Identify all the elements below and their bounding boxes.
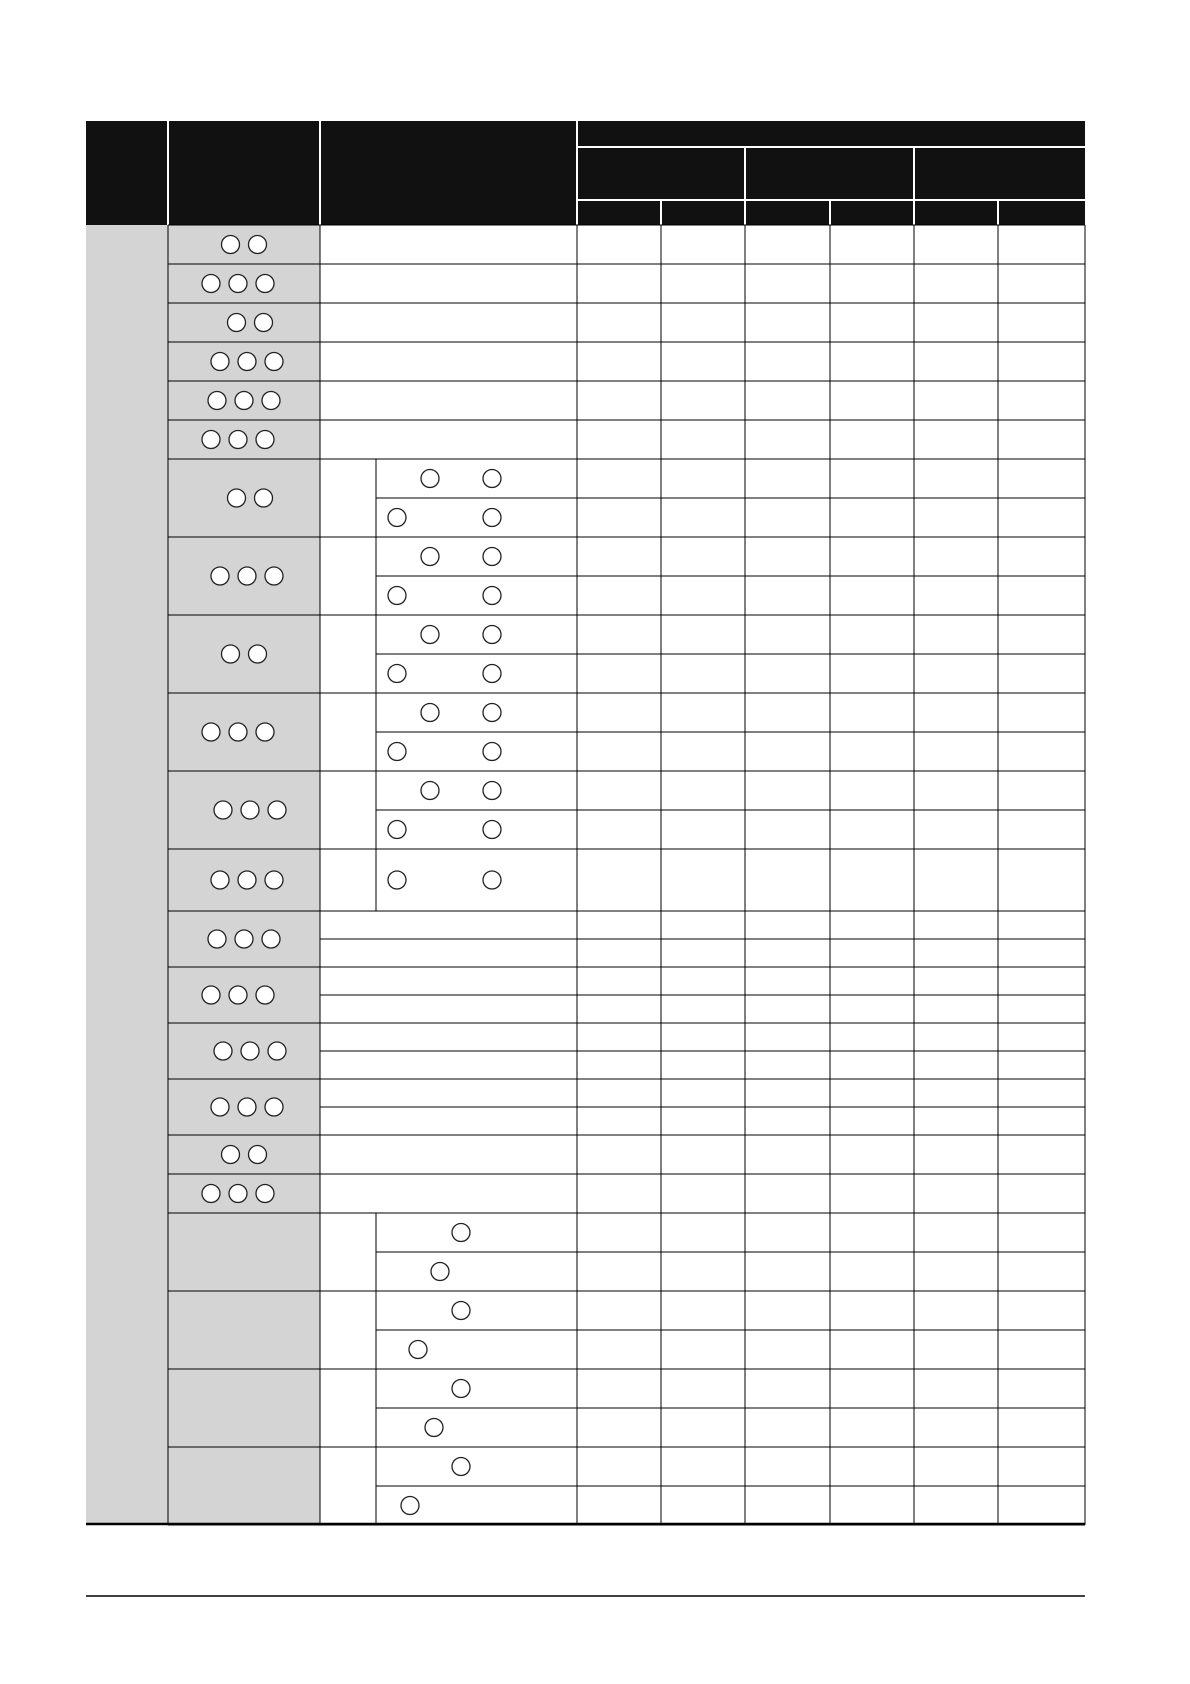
item-marker-icon [202, 431, 220, 449]
sub-marker-icon [409, 1341, 427, 1359]
sub-marker-icon [483, 782, 501, 800]
item-marker-icon [256, 1185, 274, 1203]
sub-marker-icon [452, 1224, 470, 1242]
sub-marker-icon [452, 1380, 470, 1398]
sub-marker-icon [421, 782, 439, 800]
item-marker-icon [265, 353, 283, 371]
item-marker-icon [238, 567, 256, 585]
sub-marker-icon [425, 1419, 443, 1437]
item-marker-icon [262, 392, 280, 410]
item-marker-icon [256, 275, 274, 293]
header-background [86, 121, 1085, 225]
sub-marker-icon [388, 665, 406, 683]
item-marker-icon [208, 392, 226, 410]
sub-marker-icon [388, 821, 406, 839]
item-marker-icon [214, 1042, 232, 1060]
category-column [86, 225, 168, 1525]
sub-marker-icon [452, 1458, 470, 1476]
item-marker-icon [235, 392, 253, 410]
item-marker-icon [262, 930, 280, 948]
item-marker-icon [249, 645, 267, 663]
sub-marker-icon [431, 1263, 449, 1281]
item-marker-icon [229, 431, 247, 449]
sub-marker-icon [483, 626, 501, 644]
item-marker-icon [256, 986, 274, 1004]
sub-marker-icon [483, 871, 501, 889]
item-marker-icon [202, 723, 220, 741]
item-marker-icon [211, 353, 229, 371]
item-marker-icon [255, 314, 273, 332]
sub-marker-icon [401, 1497, 419, 1515]
sub-marker-icon [388, 509, 406, 527]
item-marker-icon [214, 801, 232, 819]
sub-marker-icon [483, 470, 501, 488]
item-marker-icon [211, 871, 229, 889]
item-marker-icon [222, 645, 240, 663]
item-marker-icon [208, 930, 226, 948]
sub-marker-icon [421, 704, 439, 722]
sub-marker-icon [483, 821, 501, 839]
item-marker-icon [238, 353, 256, 371]
item-marker-icon [249, 236, 267, 254]
item-marker-icon [202, 1185, 220, 1203]
item-marker-icon [211, 567, 229, 585]
item-marker-icon [222, 236, 240, 254]
item-marker-icon [256, 431, 274, 449]
item-marker-icon [229, 723, 247, 741]
sub-marker-icon [421, 470, 439, 488]
item-marker-icon [265, 1098, 283, 1116]
item-marker-icon [235, 930, 253, 948]
item-marker-icon [265, 871, 283, 889]
item-marker-icon [202, 986, 220, 1004]
item-marker-icon [255, 489, 273, 507]
sub-marker-icon [483, 509, 501, 527]
item-marker-icon [222, 1146, 240, 1164]
sub-marker-icon [421, 548, 439, 566]
item-marker-icon [268, 1042, 286, 1060]
item-marker-icon [256, 723, 274, 741]
sub-marker-icon [388, 743, 406, 761]
item-marker-icon [238, 871, 256, 889]
item-marker-icon [268, 801, 286, 819]
table-header [86, 121, 1085, 225]
sub-marker-icon [483, 704, 501, 722]
sub-marker-icon [483, 665, 501, 683]
item-marker-icon [229, 275, 247, 293]
item-marker-icon [265, 567, 283, 585]
item-marker-icon [211, 1098, 229, 1116]
sub-marker-icon [483, 548, 501, 566]
item-marker-icon [202, 275, 220, 293]
item-marker-icon [229, 1185, 247, 1203]
page-footer [86, 1524, 1085, 1596]
item-marker-icon [228, 489, 246, 507]
item-marker-icon [229, 986, 247, 1004]
sub-marker-icon [388, 871, 406, 889]
item-marker-icon [241, 801, 259, 819]
sub-marker-icon [483, 743, 501, 761]
item-marker-icon [241, 1042, 259, 1060]
sub-marker-icon [421, 626, 439, 644]
item-marker-icon [249, 1146, 267, 1164]
sub-marker-icon [483, 587, 501, 605]
sub-marker-icon [388, 587, 406, 605]
table-body [86, 225, 1085, 1525]
sub-marker-icon [452, 1302, 470, 1320]
item-marker-icon [238, 1098, 256, 1116]
item-marker-icon [228, 314, 246, 332]
